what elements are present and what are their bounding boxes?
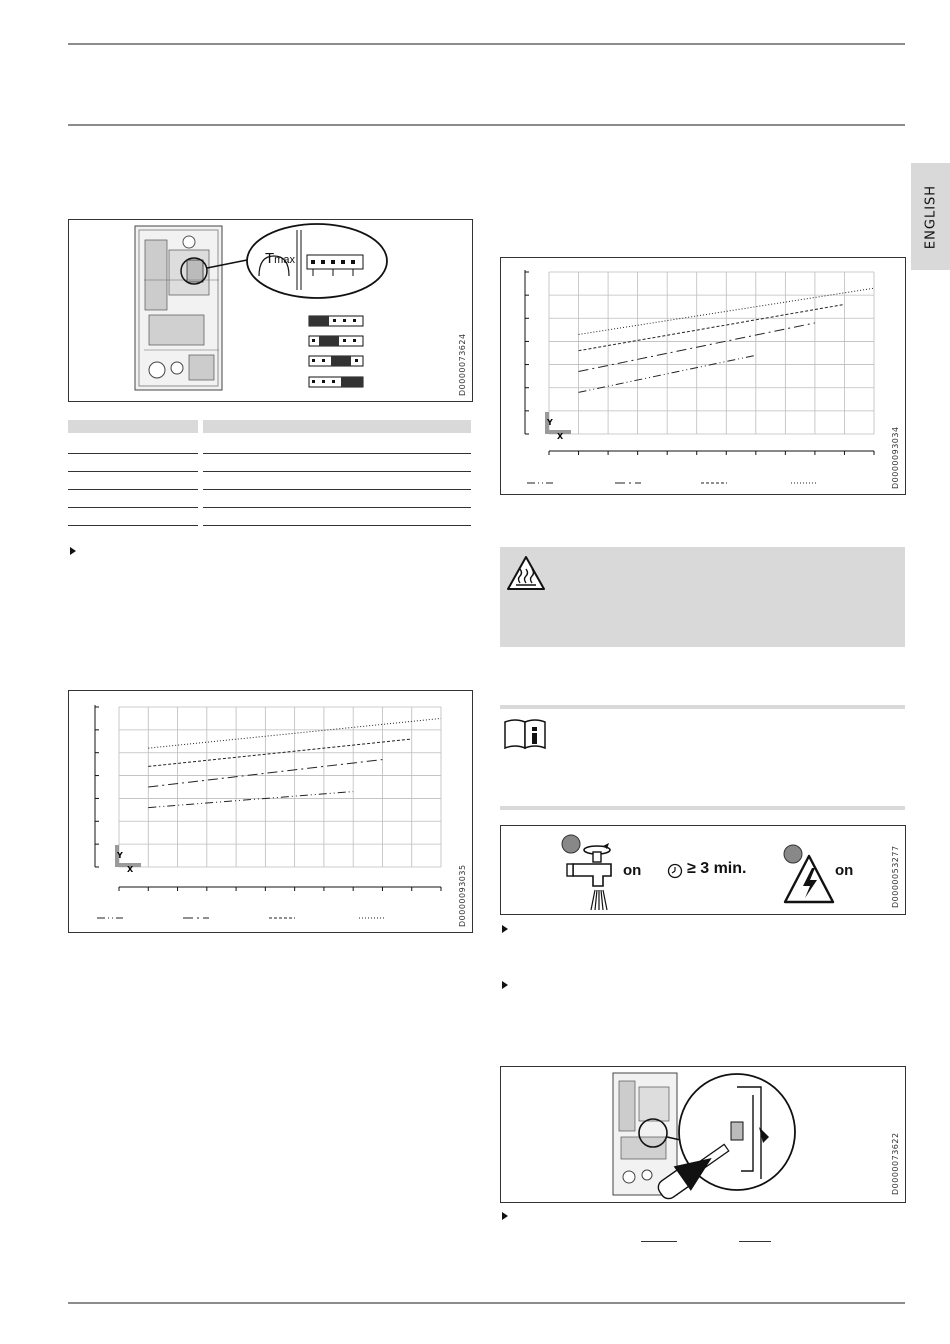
- arrow-bullet-icon: [502, 1212, 508, 1220]
- clock-icon: [667, 863, 683, 879]
- chart-left-svg: [69, 691, 472, 932]
- step2-state-label: on: [835, 862, 854, 879]
- figure-commissioning-steps: [500, 825, 906, 915]
- jumper-setting-4: [309, 377, 363, 387]
- y-axis-label: Y: [117, 851, 123, 860]
- duration-label: ≥ 3 min.: [687, 860, 747, 877]
- footer-rule: [68, 1302, 905, 1304]
- table-row-line: [203, 525, 471, 526]
- water-tap-icon: [559, 828, 629, 914]
- header-rule-top: [68, 43, 905, 45]
- table-row-line: [68, 489, 198, 490]
- table-row-line: [68, 471, 198, 472]
- x-axis-label: X: [557, 432, 564, 441]
- hot-surface-warning-icon: [506, 555, 546, 591]
- hot-surface-warning-box: [500, 547, 905, 647]
- tmax-sub-label: max: [274, 254, 295, 266]
- table-row-line: [203, 453, 471, 454]
- figure-doc-id: D0000093034: [891, 426, 900, 489]
- jumper-setting-3: [309, 356, 363, 366]
- step1-state-label: on: [623, 862, 642, 879]
- table-row-line: [68, 453, 198, 454]
- language-tab[interactable]: [911, 163, 950, 270]
- arrow-bullet-icon: [502, 981, 508, 989]
- figure-doc-id: D0000073622: [891, 1132, 900, 1195]
- underline-mark: [739, 1241, 771, 1242]
- language-tab-label: ENGLISH: [923, 184, 938, 249]
- tmax-label: T: [265, 250, 275, 267]
- table-row-line: [203, 489, 471, 490]
- info-note-top-bar: [500, 705, 905, 709]
- figure-chart-right: [500, 257, 906, 495]
- appliance-interior-illustration: [69, 220, 472, 401]
- manual-info-icon: [503, 718, 549, 750]
- x-axis-label: X: [127, 865, 134, 874]
- table-row-line: [68, 525, 198, 526]
- header-rule-bottom: [68, 124, 905, 126]
- series-line-1: [148, 792, 353, 808]
- arrow-bullet-icon: [502, 925, 508, 933]
- arrow-bullet-icon: [70, 547, 76, 555]
- jumper-setting-1: [309, 316, 363, 326]
- table-row-line: [68, 507, 198, 508]
- figure-doc-id: D0000073624: [458, 333, 467, 396]
- figure-temperature-jumper: [68, 219, 473, 402]
- figure-chart-left: [68, 690, 473, 933]
- table-row-line: [203, 471, 471, 472]
- figure-doc-id: D0000053277: [891, 845, 900, 908]
- jumper-setting-2: [309, 336, 363, 346]
- info-note-bottom-bar: [500, 806, 905, 810]
- chart-right-svg: [501, 258, 905, 494]
- reset-illustration: [501, 1067, 905, 1202]
- figure-reset-button: [500, 1066, 906, 1203]
- underline-mark: [641, 1241, 677, 1242]
- high-voltage-icon: [779, 844, 839, 908]
- y-axis-label: Y: [547, 418, 553, 427]
- table-header-col2: [203, 420, 471, 433]
- figure-doc-id: D0000093035: [458, 864, 467, 927]
- table-row-line: [203, 507, 471, 508]
- table-header-col1: [68, 420, 198, 433]
